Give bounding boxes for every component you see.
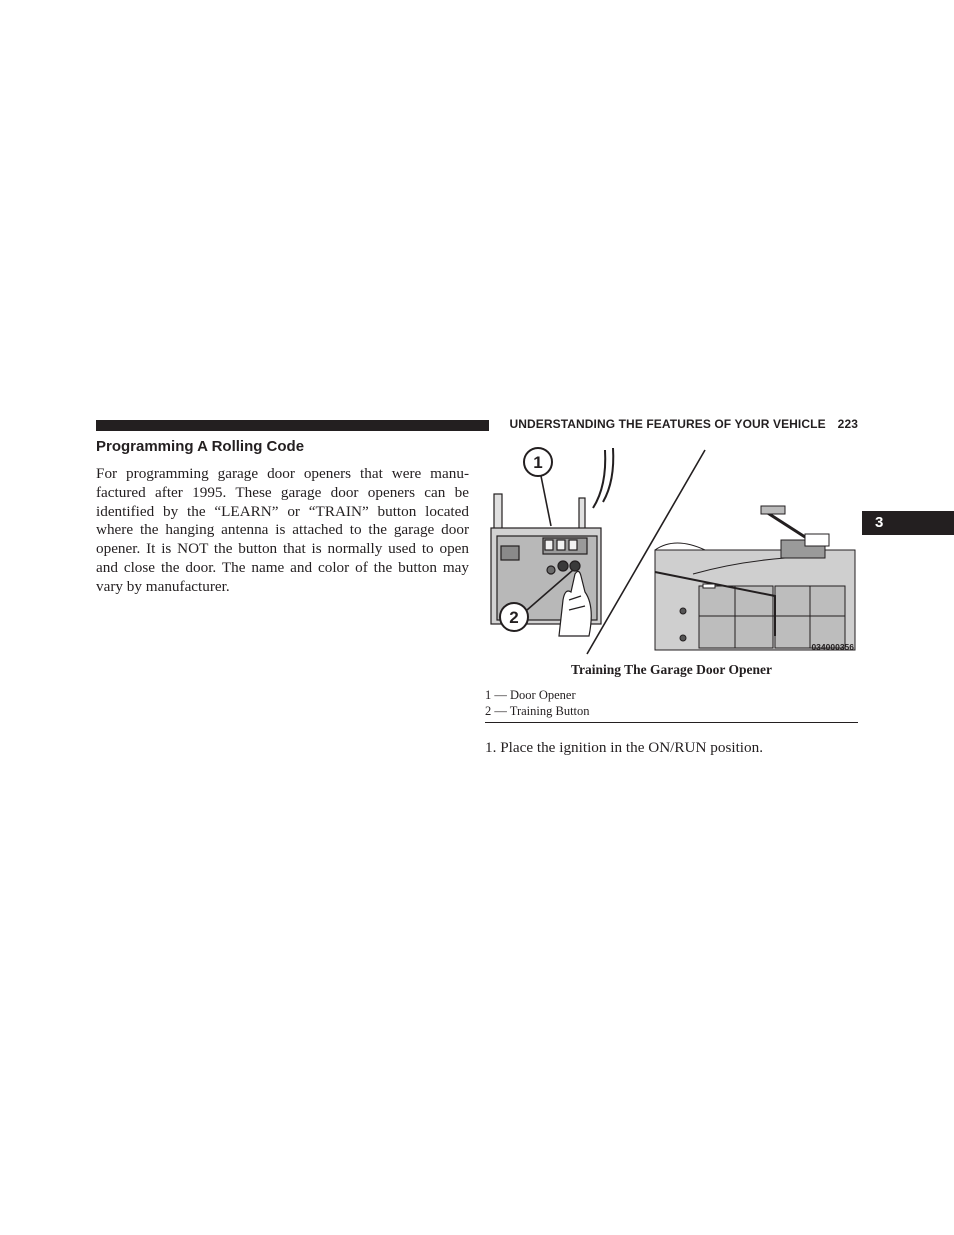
callout-1-label: 1 [533, 453, 543, 472]
garage-interior [655, 506, 855, 650]
header-rule-bar [96, 420, 489, 431]
section-title: Programming A Rolling Code [96, 438, 305, 455]
running-head-title: UNDERSTANDING THE FEATURES OF YOUR VEHICLE [509, 417, 826, 431]
running-head [497, 417, 858, 431]
garage-opener-illustration [485, 446, 858, 656]
page-number: 223 [837, 417, 858, 431]
step-1: 1. Place the ignition in the ON/RUN position. [485, 739, 763, 756]
legend-item-training-button: 2 — Training Button [485, 703, 590, 718]
chapter-tab: 3 [862, 511, 954, 535]
callout-2-label: 2 [509, 608, 519, 627]
body-paragraph: For programming garage door openers that were manufactured after 1995. These garage door openers can be identified by the “LEARN” or “TRAIN” button located where the hanging antenna is attached to the garage door opener. It is NOT the button that is normally used to open and close the door. The name and color of the button may vary by manufacturer. [96, 465, 469, 595]
image-code: 034000356 [811, 642, 854, 652]
figure-caption: Training The Garage Door Opener [571, 662, 772, 677]
legend-item-door-opener: 1 — Door Opener [485, 688, 576, 702]
figure-legend [485, 688, 858, 723]
